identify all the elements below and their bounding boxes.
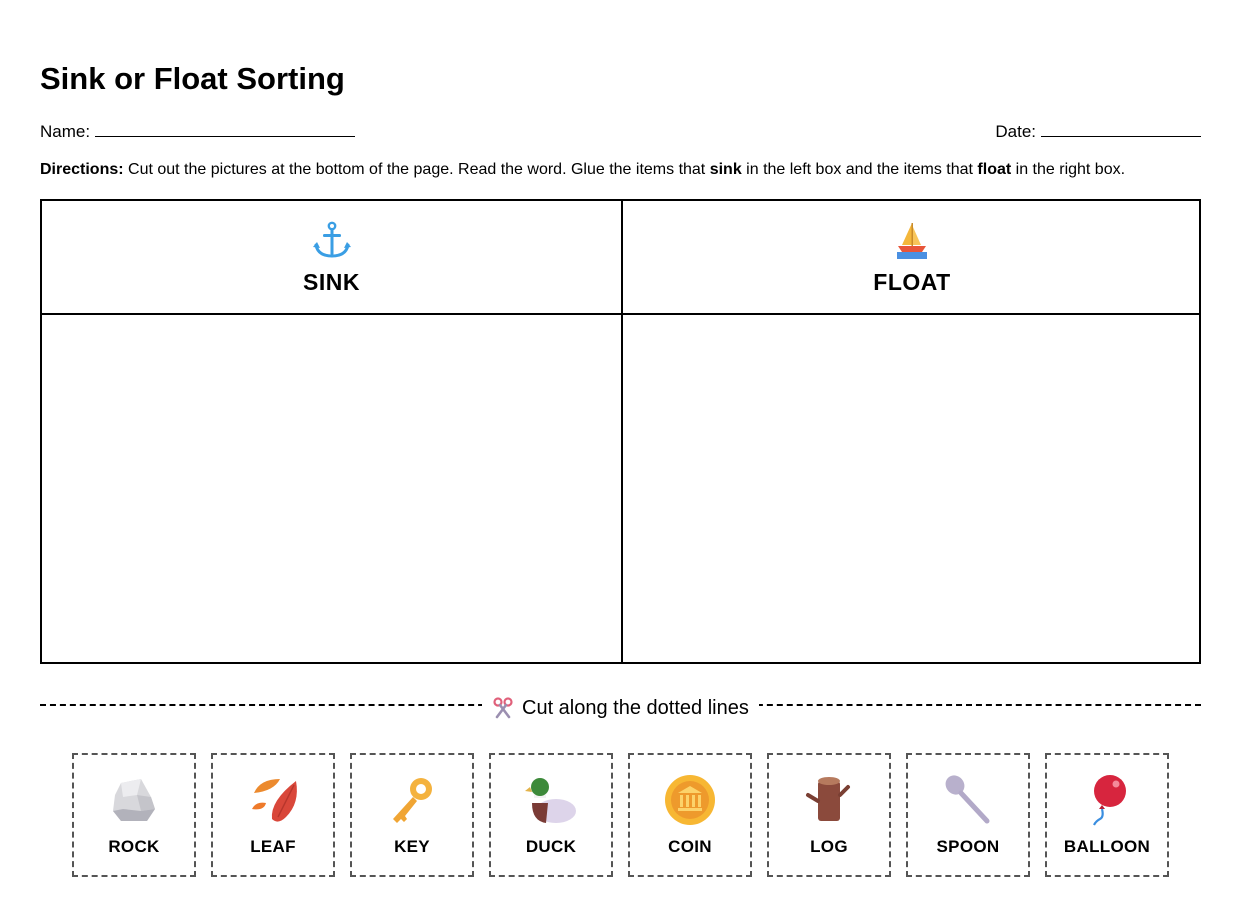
rock-icon [107, 773, 161, 827]
key-icon [385, 773, 439, 827]
card-label: ROCK [108, 837, 160, 856]
card-key[interactable] [350, 753, 474, 877]
name-blank-line[interactable] [95, 120, 355, 137]
sort-table [40, 199, 1201, 664]
cut-label-text: Cut along the dotted lines [522, 697, 749, 719]
duck-icon [524, 773, 578, 827]
card-coin[interactable] [628, 753, 752, 877]
card-log[interactable] [767, 753, 891, 877]
scissors-icon [492, 697, 514, 719]
name-field[interactable] [40, 120, 355, 142]
card-label: LEAF [250, 837, 296, 856]
card-leaf[interactable] [211, 753, 335, 877]
anchor-icon [310, 219, 354, 263]
cut-instruction [482, 695, 759, 721]
name-label: Name: [40, 122, 91, 141]
card-label: BALLOON [1063, 837, 1151, 856]
card-label: SPOON [936, 837, 1000, 856]
leaf-icon [246, 773, 300, 827]
card-balloon[interactable] [1045, 753, 1169, 877]
sink-word: sink [709, 161, 742, 178]
card-duck[interactable] [489, 753, 613, 877]
card-rock[interactable] [72, 753, 196, 877]
directions-label: Directions: [40, 161, 124, 178]
cutout-cards [72, 753, 1169, 877]
spoon-icon [941, 773, 995, 827]
directions-text: in the right box. [1011, 161, 1126, 178]
card-label: DUCK [525, 837, 577, 856]
float-drop-zone[interactable] [623, 315, 1199, 662]
float-column-header [623, 201, 1201, 313]
directions [40, 160, 1125, 180]
directions-text: Cut out the pictures at the bottom of the page. Read the word. Glue the items that [123, 161, 710, 178]
card-label: LOG [810, 837, 848, 856]
sink-column-header [42, 201, 621, 313]
date-field[interactable] [995, 120, 1201, 142]
directions-text: in the left box and the items that [741, 161, 978, 178]
card-label: KEY [394, 837, 430, 856]
log-icon [802, 773, 856, 827]
card-spoon[interactable] [906, 753, 1030, 877]
name-date-row [40, 120, 1201, 140]
date-label: Date: [995, 122, 1036, 141]
float-word: float [977, 161, 1012, 178]
balloon-icon [1080, 773, 1134, 827]
card-label: COIN [668, 837, 712, 856]
date-blank-line[interactable] [1041, 120, 1201, 137]
sink-drop-zone[interactable] [42, 315, 621, 662]
page-title: Sink or Float Sorting [40, 61, 345, 96]
coin-icon [663, 773, 717, 827]
sailboat-icon [890, 219, 934, 263]
sink-label: SINK [303, 269, 360, 295]
float-label: FLOAT [873, 269, 951, 295]
